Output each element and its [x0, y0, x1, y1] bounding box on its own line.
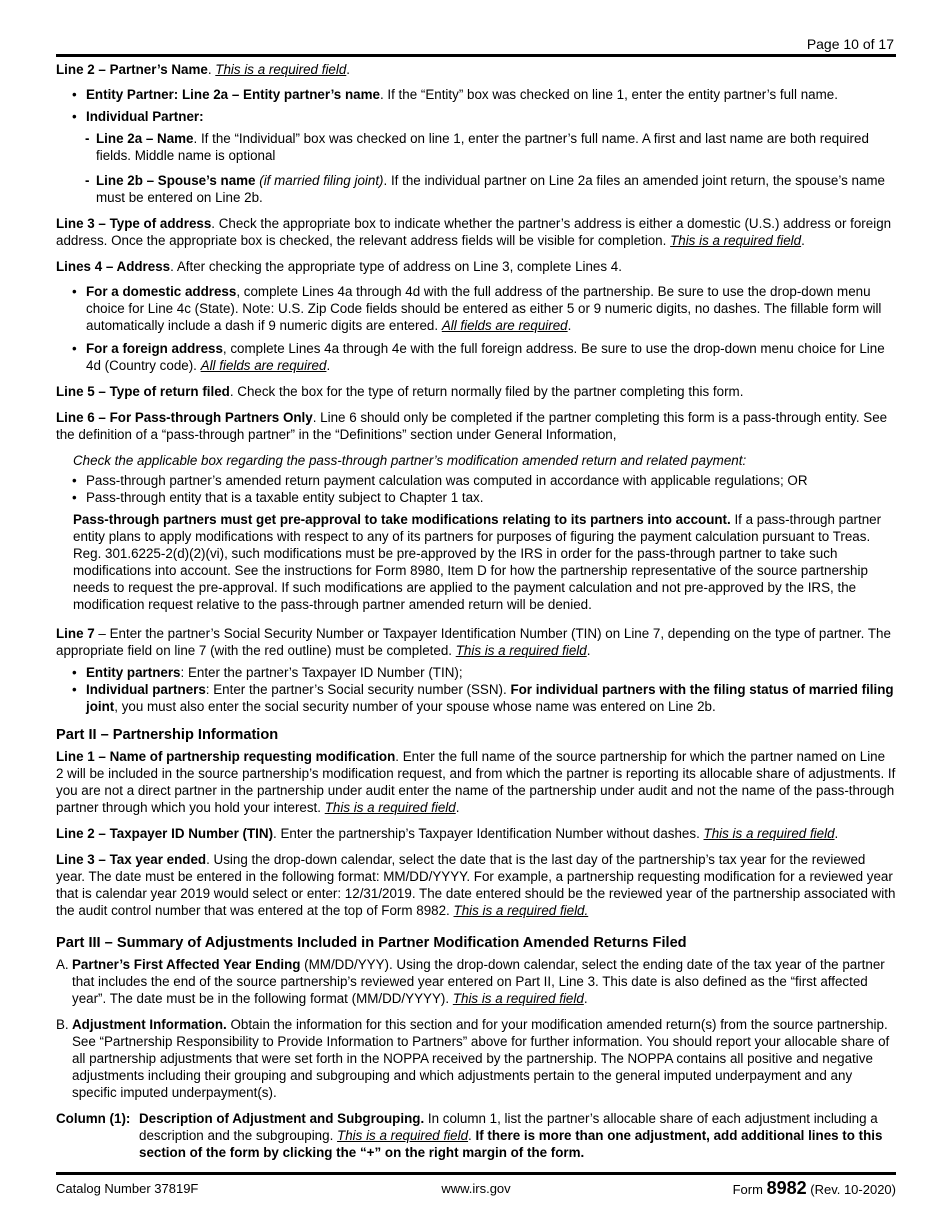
part3-heading: Part III – Summary of Adjustments Included in Partner Modification Amended Returns Filed — [56, 935, 687, 951]
line5-paragraph: Line 5 – Type of return filed. Check the box for the type of return normally filed by the partner completing this form. — [56, 384, 744, 399]
line4-domestic-address: • For a domestic address, complete Lines 4a through 4d with the full address of the partnership. Be sure to use the drop-down menu choice for Line 4c (State). Note: U.S. Zip Code fields should be entered as either 5 or 9 numeric digits, no dashes. The fillable form will automatically include a dash if 9 numeric digits are entered. All fields are required. — [56, 283, 896, 334]
line6-option-2: • Pass-through entity that is a taxable entity subject to Chapter 1 tax. — [56, 489, 896, 506]
catalog-number: Catalog Number 37819F — [56, 1181, 199, 1196]
part3-item-b: B. Adjustment Information. Obtain the information for this section and for your modification amended return(s) from the source partnership. See “Partnership Responsibility to Provide Information to Partners” above for further information. You should report your allocable share of all partnership adjustments that were set forth in the NOPPA received by the partnership. The NOPPA contains all positive and negative adjustments including their grouping and subgrouping and which adjustments pertain to the general imputed underpayment and any specific imputed underpayment(s). — [56, 1017, 890, 1100]
footer-rule — [56, 1172, 896, 1175]
part2-line2-paragraph: Line 2 – Taxpayer ID Number (TIN). Enter the partnership’s Taxpayer Identification Number without dashes. This is a required field. — [56, 826, 839, 841]
line4-paragraph: Lines 4 – Address. After checking the appropriate type of address on Line 3, complete Lines 4. — [56, 259, 622, 274]
part3-item-a: A. Partner’s First Affected Year Ending (MM/DD/YYY). Using the drop-down calendar, select the ending date of the tax year of the partner that includes the end of the source partnership’s reviewed year entered on Part II, Line 3. This date is also defined as the “first affected year”. The date must be in the following format (MM/DD/YYYY). This is a required field. — [56, 957, 885, 1006]
part2-line1-paragraph: Line 1 – Name of partnership requesting modification. Enter the full name of the source partnership for which the partner named on Line 2 will be included in the source partnership’s modification request, and from which the partner is reporting its allocable share of adjustments. If you are not a direct partner in the partnership under audit enter the name of the partnership under audit and not the name of the pass-through partner through which you hold your interest. This is a required field. — [56, 749, 896, 815]
website-link: www.irs.gov — [441, 1181, 511, 1196]
line6-paragraph: Line 6 – For Pass-through Partners Only. Line 6 should only be completed if the partner completing this form is a pass-through entity. See the definition of a “pass-through partner” in the “Definitions” section under General Information, — [56, 410, 888, 442]
line2b-spouse-name: - Line 2b – Spouse’s name (if married filing joint). If the individual partner on Line 2a files an amended joint return, the spouse’s name must be entered on Line 2b. — [56, 172, 896, 206]
line2-individual-partner: • Individual Partner: — [56, 108, 896, 125]
page-number: Page 10 of 17 — [806, 36, 894, 52]
line7-individual-partners: • Individual partners: Enter the partner’s Social security number (SSN). For individual partners with the filing status of married filing joint, you must also enter the social security number of your spouse whose name was entered on Line 2b. — [56, 681, 896, 715]
line4-foreign-address: • For a foreign address, complete Lines 4a through 4e with the full foreign address. Be sure to use the drop-down menu choice for Line 4d (Country code). All fields are required. — [56, 340, 896, 374]
line3-paragraph: Line 3 – Type of address. Check the appropriate box to indicate whether the partner’s address is either a domestic (U.S.) address or foreign address. Once the appropriate box is checked, the relevant address fields will be visible for completion. This is a required field. — [56, 216, 892, 248]
header-rule — [56, 54, 896, 57]
line6-preapproval-paragraph: Pass-through partners must get pre-approval to take modifications relating to its partners into account. If a pass-through partner entity plans to apply modifications with respect to any of its partners for purposes of figuring the payment calculation pursuant to Treas. Reg. 301.6225-2(d)(2)(vi), such modifications must be pre-approved by the IRS in order for the pass-through partner to take such modifications into account. See the instructions for Form 8980, Item D for how the partnership representative of the source partnership needs to request the pre-approval. If such modifications are applied to the payment calculation and not pre-approved by the IRS, the modification request relative to the pass-through partner amended return will be denied. — [73, 512, 882, 612]
part2-line3-paragraph: Line 3 – Tax year ended. Using the drop-down calendar, select the date that is the last day of the partnership’s tax year for the reviewed year. The date must be entered in the following format: MM/DD/YYYY. For example, a partnership requesting modification for a reviewed year that is calendar year 2019 would select or enter: 12/31/2019. The date entered should be the reviewed year of the partnership associated with the audit control number that was entered at the top of Form 8982. This is a required field. — [56, 852, 896, 918]
page-footer — [56, 1180, 896, 1200]
line2-entity-partner: • Entity Partner: Line 2a – Entity partner’s name. If the “Entity” box was checked on line 1, enter the entity partner’s full name. — [56, 86, 896, 103]
document-body — [56, 61, 896, 1161]
form-identifier: Form 8982 (Rev. 10-2020) — [732, 1178, 896, 1198]
line6-option-1: • Pass-through partner’s amended return payment calculation was computed in accordance with applicable regulations; OR — [56, 472, 896, 489]
line6-check-instruction: Check the applicable box regarding the pass-through partner’s modification amended return and related payment: — [73, 453, 747, 468]
part3-column-1: Column (1): Description of Adjustment and Subgrouping. In column 1, list the partner’s allocable share of each adjustment including a description and the subgrouping. This is a required field. If there is more than one adjustment, add additional lines to this section of the form by clicking the “+” on the right margin of the form. — [56, 1111, 883, 1160]
line7-paragraph: Line 7 – Enter the partner’s Social Security Number or Taxpayer Identification Number (TIN) on Line 7, depending on the type of partner. The appropriate field on line 7 (with the red outline) must be completed. This is a required field. — [56, 626, 891, 658]
line7-entity-partners: • Entity partners: Enter the partner’s Taxpayer ID Number (TIN); — [56, 664, 896, 681]
line2-heading: Line 2 – Partner’s Name. This is a required field. — [56, 62, 351, 77]
line2a-name: - Line 2a – Name. If the “Individual” box was checked on line 1, enter the partner’s full name. A first and last name are both required fields. Middle name is optional — [56, 130, 896, 164]
part2-heading: Part II – Partnership Information — [56, 727, 279, 743]
